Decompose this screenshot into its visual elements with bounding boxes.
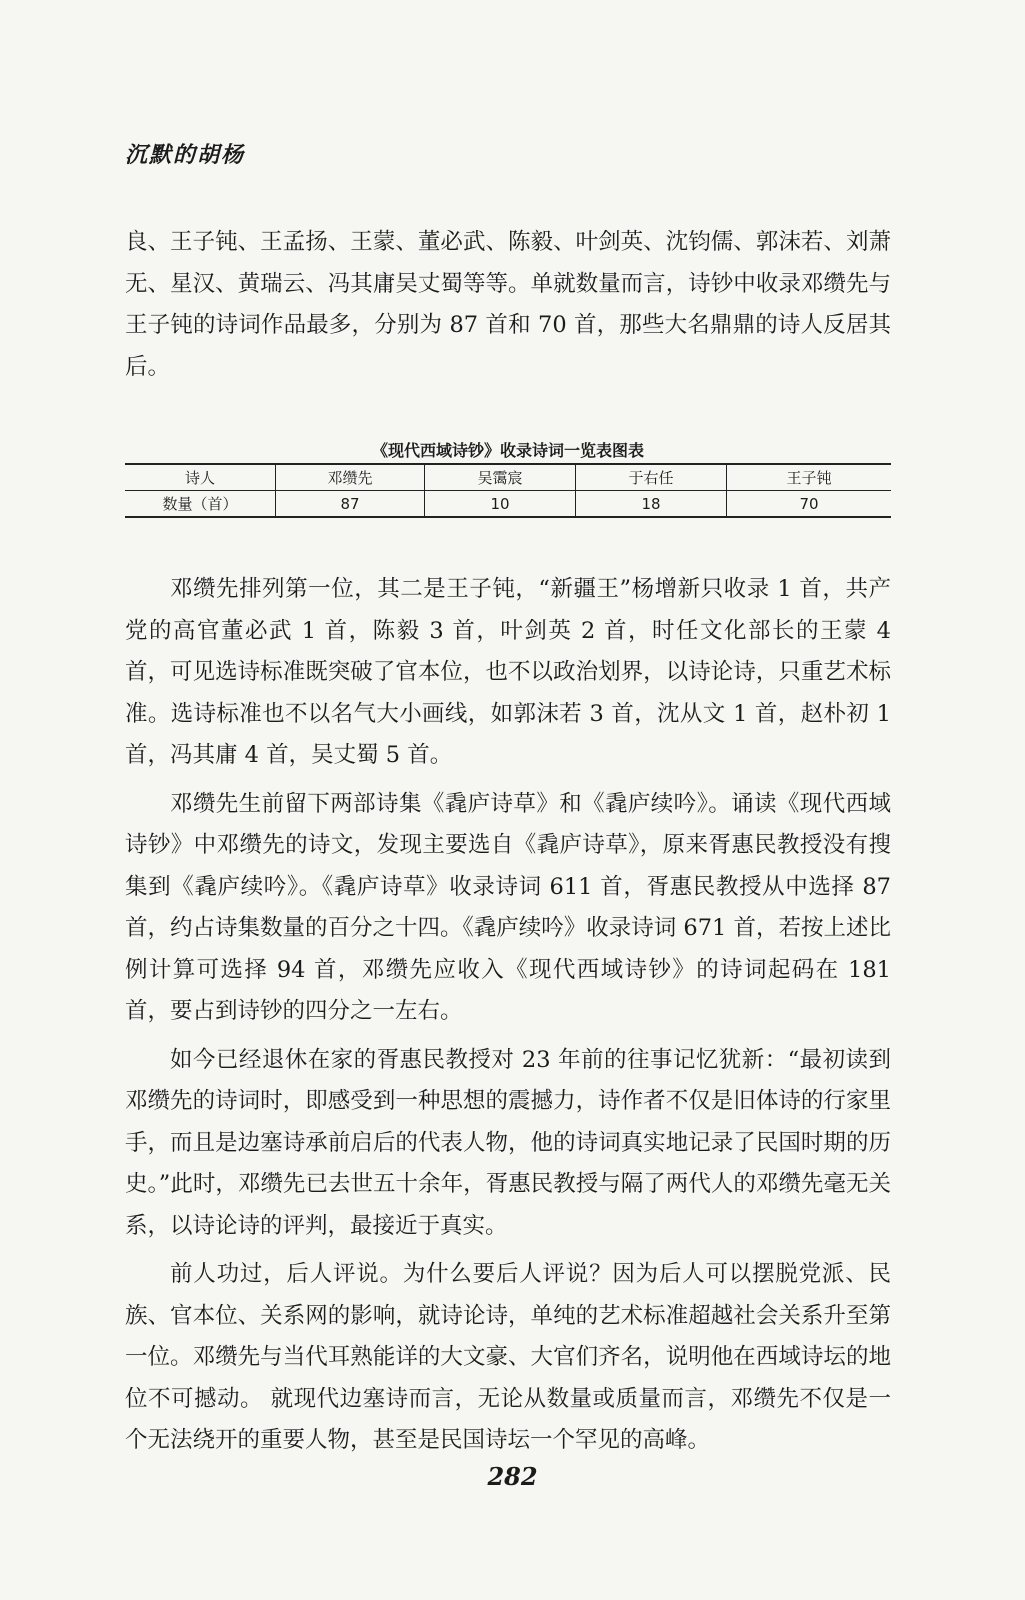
table-header-row [125,464,891,491]
body-paragraph: 前人功过，后人评说。为什么要后人评说？因为后人可以摆脱党派、民族、官本位、关系网的影响，就诗论诗，单纯的艺术标准超越社会关系升至第一位。邓缵先与当代耳熟能详的大文豪、大官们齐名，说明他在西域诗坛的地位不可撼动。 就现代边塞诗而言，无论从数量或质量而言，邓缵先不仅是一个无法绕开的重要人物，甚至是民国诗坛一个罕见的高峰。 [125,1261,891,1453]
running-header: 沉默的胡杨 [125,142,246,168]
table-cell: 邓缵先 [276,464,425,491]
body-paragraph: 邓缵先排列第一位，其二是王子钝，“新疆王”杨增新只收录 1 首，共产党的高官董必武 1 首，陈毅 3 首，叶剑英 2 首，时任文化部长的王蒙 4 首，可见选诗标准既突破了官本位，也不以政治划界，以诗论诗，只重艺术标准。选诗标准也不以名气大小画线，如郭沫若 3 首，沈从文 1 首，赵朴初 1 首，冯其庸 4 首，吴丈蜀 5 首。 [125,576,891,768]
table-cell: 70 [727,491,892,518]
body-paragraph: 邓缵先生前留下两部诗集《毳庐诗草》和《毳庐续吟》。诵读《现代西域诗钞》中邓缵先的诗文，发现主要选自《毳庐诗草》，原来胥惠民教授没有搜集到《毳庐续吟》。《毳庐诗草》收录诗词 611 首，胥惠民教授从中选择 87 首，约占诗集数量的百分之十四。《毳庐续吟》收录诗词 671 首，若按上述比例计算可选择 94 首，邓缵先应收入《现代西域诗钞》的诗词起码在 181 首，要占到诗钞的四分之一左右。 [125,790,892,1024]
table-cell: 数量（首） [125,491,276,518]
table-cell: 87 [276,491,425,518]
table-cell: 王子钝 [727,464,892,491]
table-cell: 诗人 [125,464,276,491]
table-cell: 10 [425,491,576,518]
table-caption: 《现代西域诗钞》收录诗词一览表图表 [371,441,644,460]
table-cell: 18 [576,491,727,518]
table-row [125,491,891,518]
intro-paragraph: 良、王子钝、王孟扬、王蒙、董必武、陈毅、叶剑英、沈钧儒、郭沫若、刘萧无、星汉、黄瑞云、冯其庸吴丈蜀等等。单就数量而言，诗钞中收录邓缵先与王子钝的诗词作品最多，分别为 87 首和 70 首，那些大名鼎鼎的诗人反居其后。 [125,229,891,380]
body-text [125,569,891,1462]
page-number: 282 [487,1462,538,1491]
poem-count-table [125,463,891,518]
body-paragraph: 如今已经退休在家的胥惠民教授对 23 年前的往事记忆犹新：“最初读到邓缵先的诗词时，即感受到一种思想的震撼力，诗作者不仅是旧体诗的行家里手，而且是边塞诗承前启后的代表人物，他的诗词真实地记录了民国时期的历史。”此时，邓缵先已去世五十余年，胥惠民教授与隔了两代人的邓缵先毫无关系，以诗论诗的评判，最接近于真实。 [125,1046,891,1239]
intro-paragraph-block [125,222,891,388]
table-cell: 吴霭宸 [425,464,576,491]
table-cell: 于右任 [576,464,727,491]
